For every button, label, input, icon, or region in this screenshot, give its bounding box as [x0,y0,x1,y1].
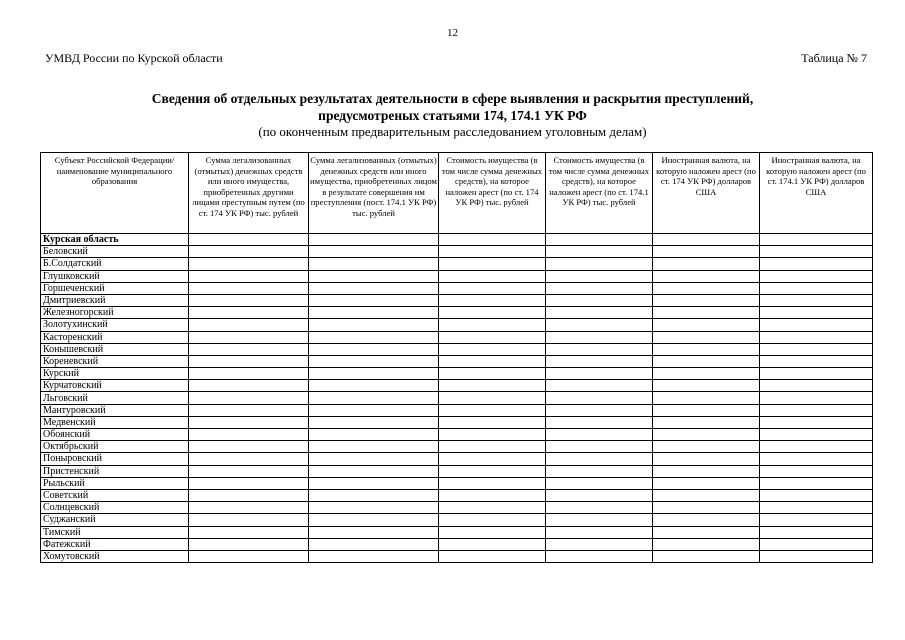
empty-value-cell [760,465,873,477]
empty-value-cell [439,465,546,477]
empty-value-cell [439,502,546,514]
empty-value-cell [546,270,653,282]
empty-value-cell [439,307,546,319]
table-row [41,416,873,428]
table-row [41,441,873,453]
empty-value-cell [439,538,546,550]
empty-value-cell [439,380,546,392]
empty-value-cell [760,502,873,514]
empty-value-cell [189,514,309,526]
empty-value-cell [189,355,309,367]
empty-value-cell [653,502,760,514]
empty-value-cell [309,550,439,562]
empty-value-cell [653,343,760,355]
empty-value-cell [546,331,653,343]
table-row [41,404,873,416]
table-row [41,550,873,562]
empty-value-cell [189,294,309,306]
empty-value-cell [546,538,653,550]
empty-value-cell [189,538,309,550]
row-name-cell: Б.Солдатский [41,258,189,270]
empty-value-cell [546,465,653,477]
row-name-cell: Кореневский [41,355,189,367]
organization-name: УМВД России по Курской области [45,51,223,65]
empty-value-cell [439,282,546,294]
empty-value-cell [439,246,546,258]
empty-value-cell [546,307,653,319]
empty-value-cell [439,258,546,270]
table-row [41,294,873,306]
empty-value-cell [760,416,873,428]
empty-value-cell [760,343,873,355]
empty-value-cell [546,343,653,355]
empty-value-cell [546,355,653,367]
empty-value-cell [189,343,309,355]
empty-value-cell [189,453,309,465]
empty-value-cell [189,331,309,343]
empty-value-cell [760,368,873,380]
empty-value-cell [309,526,439,538]
col-header-currency-174-1: Иностранная валюта, на которую наложен арест (по ст. 174.1 УК РФ) долларов США [760,153,873,234]
empty-value-cell [309,234,439,246]
empty-value-cell [309,319,439,331]
empty-value-cell [189,246,309,258]
table-row [41,343,873,355]
table-row [41,270,873,282]
empty-value-cell [760,526,873,538]
empty-value-cell [439,294,546,306]
empty-value-cell [309,258,439,270]
empty-value-cell [653,307,760,319]
empty-value-cell [439,429,546,441]
empty-value-cell [439,514,546,526]
empty-value-cell [653,355,760,367]
empty-value-cell [653,258,760,270]
empty-value-cell [546,319,653,331]
empty-value-cell [760,429,873,441]
empty-value-cell [653,331,760,343]
row-name-cell: Рыльский [41,477,189,489]
empty-value-cell [546,477,653,489]
empty-value-cell [439,416,546,428]
empty-value-cell [439,453,546,465]
empty-value-cell [760,550,873,562]
empty-value-cell [546,514,653,526]
empty-value-cell [189,282,309,294]
empty-value-cell [309,489,439,501]
empty-value-cell [439,331,546,343]
page-number: 12 [447,27,458,39]
empty-value-cell [653,282,760,294]
empty-value-cell [439,319,546,331]
empty-value-cell [546,294,653,306]
empty-value-cell [309,538,439,550]
row-name-cell: Горшеченский [41,282,189,294]
col-header-arrest-174-1: Стоимость имущества (в том числе сумма денежных средств), на которое наложен арест (по ст. 174.1 УК РФ) тыс. рублей [546,153,653,234]
row-name-cell: Льговский [41,392,189,404]
empty-value-cell [439,477,546,489]
empty-value-cell [309,282,439,294]
empty-value-cell [189,319,309,331]
row-name-cell: Медвенский [41,416,189,428]
empty-value-cell [546,392,653,404]
empty-value-cell [439,343,546,355]
table-row [41,258,873,270]
empty-value-cell [439,355,546,367]
empty-value-cell [760,270,873,282]
empty-value-cell [760,514,873,526]
empty-value-cell [546,453,653,465]
table-row [41,331,873,343]
table-row [41,392,873,404]
empty-value-cell [189,368,309,380]
empty-value-cell [189,489,309,501]
empty-value-cell [309,514,439,526]
table-row [41,477,873,489]
title-line-2: предусмотреных статьями 174, 174.1 УК РФ [318,108,587,123]
col-header-subject: Субъект Российской Федерации/ наименование муниципального образования [41,153,189,234]
table-number: Таблица № 7 [801,51,867,65]
empty-value-cell [309,477,439,489]
row-name-cell: Мантуровский [41,404,189,416]
empty-value-cell [439,234,546,246]
empty-value-cell [546,258,653,270]
table-row [41,429,873,441]
empty-value-cell [546,368,653,380]
row-name-cell: Беловский [41,246,189,258]
empty-value-cell [546,404,653,416]
table-row [41,368,873,380]
empty-value-cell [653,465,760,477]
empty-value-cell [309,355,439,367]
empty-value-cell [760,258,873,270]
empty-value-cell [309,368,439,380]
table-row [41,538,873,550]
table-row [41,380,873,392]
empty-value-cell [760,404,873,416]
empty-value-cell [546,246,653,258]
empty-value-cell [189,465,309,477]
empty-value-cell [309,429,439,441]
empty-value-cell [189,307,309,319]
empty-value-cell [439,368,546,380]
empty-value-cell [189,526,309,538]
row-name-cell: Курский [41,368,189,380]
row-name-cell: Обоянский [41,429,189,441]
empty-value-cell [439,270,546,282]
empty-value-cell [760,392,873,404]
empty-value-cell [760,477,873,489]
table-row [41,282,873,294]
empty-value-cell [653,368,760,380]
empty-value-cell [439,392,546,404]
document-title [0,90,905,124]
empty-value-cell [760,246,873,258]
col-header-sum-174: Сумма легализованных (отмытых) денежных средств или иного имущества, приобретенных другими лицами преступным путем (по ст. 174 УК РФ) тыс. рублей [189,153,309,234]
empty-value-cell [653,416,760,428]
report-table-body [41,234,873,563]
table-row [41,355,873,367]
empty-value-cell [760,441,873,453]
row-name-cell: Пристенский [41,465,189,477]
empty-value-cell [439,441,546,453]
empty-value-cell [760,234,873,246]
row-name-cell: Поныровский [41,453,189,465]
header-row [41,153,873,234]
empty-value-cell [653,234,760,246]
empty-value-cell [653,526,760,538]
empty-value-cell [653,538,760,550]
empty-value-cell [309,404,439,416]
empty-value-cell [189,477,309,489]
empty-value-cell [189,441,309,453]
empty-value-cell [546,489,653,501]
row-name-cell: Конышевский [41,343,189,355]
empty-value-cell [653,319,760,331]
region-row [41,234,873,246]
row-name-cell: Курчатовский [41,380,189,392]
col-header-currency-174: Иностранная валюта, на которую наложен арест (по ст. 174 УК РФ) долларов США [653,153,760,234]
empty-value-cell [653,429,760,441]
empty-value-cell [439,489,546,501]
empty-value-cell [309,453,439,465]
empty-value-cell [309,246,439,258]
row-name-cell: Дмитриевский [41,294,189,306]
empty-value-cell [653,404,760,416]
empty-value-cell [546,282,653,294]
empty-value-cell [760,355,873,367]
empty-value-cell [653,246,760,258]
empty-value-cell [309,392,439,404]
row-name-cell: Золотухинский [41,319,189,331]
empty-value-cell [760,380,873,392]
document-subtitle: (по оконченным предварительным расследованием уголовным делам) [258,124,647,139]
col-header-arrest-174: Стоимость имущества (в том числе сумма денежных средств), на которое наложен арест (по ст. 174 УК РФ) тыс. рублей [439,153,546,234]
empty-value-cell [309,441,439,453]
row-name-cell: Тимский [41,526,189,538]
empty-value-cell [309,294,439,306]
col-header-sum-174-1: Сумма легализованных (отмытых) денежных средств или иного имущества, приобретенных лицом в результате совершения им преступления (пост. 174.1 УК РФ) тыс. рублей [309,153,439,234]
empty-value-cell [189,270,309,282]
empty-value-cell [546,502,653,514]
empty-value-cell [760,489,873,501]
empty-value-cell [653,489,760,501]
empty-value-cell [546,526,653,538]
empty-value-cell [653,270,760,282]
empty-value-cell [653,441,760,453]
empty-value-cell [309,331,439,343]
empty-value-cell [309,307,439,319]
table-row [41,453,873,465]
report-table [40,152,873,563]
empty-value-cell [189,429,309,441]
row-name-cell: Советский [41,489,189,501]
row-name-cell: Курская область [41,234,189,246]
table-row [41,465,873,477]
empty-value-cell [309,416,439,428]
empty-value-cell [309,465,439,477]
empty-value-cell [546,550,653,562]
empty-value-cell [546,429,653,441]
empty-value-cell [760,294,873,306]
empty-value-cell [653,294,760,306]
empty-value-cell [189,502,309,514]
empty-value-cell [653,380,760,392]
empty-value-cell [760,331,873,343]
table-row [41,307,873,319]
empty-value-cell [546,234,653,246]
empty-value-cell [439,526,546,538]
empty-value-cell [760,307,873,319]
empty-value-cell [439,404,546,416]
empty-value-cell [309,270,439,282]
empty-value-cell [760,453,873,465]
empty-value-cell [189,258,309,270]
empty-value-cell [546,380,653,392]
table-row [41,489,873,501]
empty-value-cell [189,550,309,562]
empty-value-cell [189,404,309,416]
row-name-cell: Хомутовский [41,550,189,562]
empty-value-cell [309,343,439,355]
empty-value-cell [653,550,760,562]
empty-value-cell [546,416,653,428]
row-name-cell: Октябрьский [41,441,189,453]
empty-value-cell [309,380,439,392]
empty-value-cell [653,453,760,465]
table-row [41,246,873,258]
empty-value-cell [189,234,309,246]
empty-value-cell [760,319,873,331]
title-line-1: Сведения об отдельных результатах деятельности в сфере выявления и раскрытия преступлений, [151,91,754,106]
row-name-cell: Глушковский [41,270,189,282]
row-name-cell: Солнцевский [41,502,189,514]
row-name-cell: Фатежский [41,538,189,550]
empty-value-cell [189,392,309,404]
empty-value-cell [439,550,546,562]
empty-value-cell [653,477,760,489]
table-row [41,514,873,526]
empty-value-cell [760,282,873,294]
row-name-cell: Железногорский [41,307,189,319]
empty-value-cell [653,392,760,404]
empty-value-cell [653,514,760,526]
table-row [41,526,873,538]
empty-value-cell [189,416,309,428]
row-name-cell: Суджанский [41,514,189,526]
empty-value-cell [189,380,309,392]
table-row [41,502,873,514]
empty-value-cell [546,441,653,453]
empty-value-cell [309,502,439,514]
row-name-cell: Касторенский [41,331,189,343]
empty-value-cell [760,538,873,550]
table-row [41,319,873,331]
